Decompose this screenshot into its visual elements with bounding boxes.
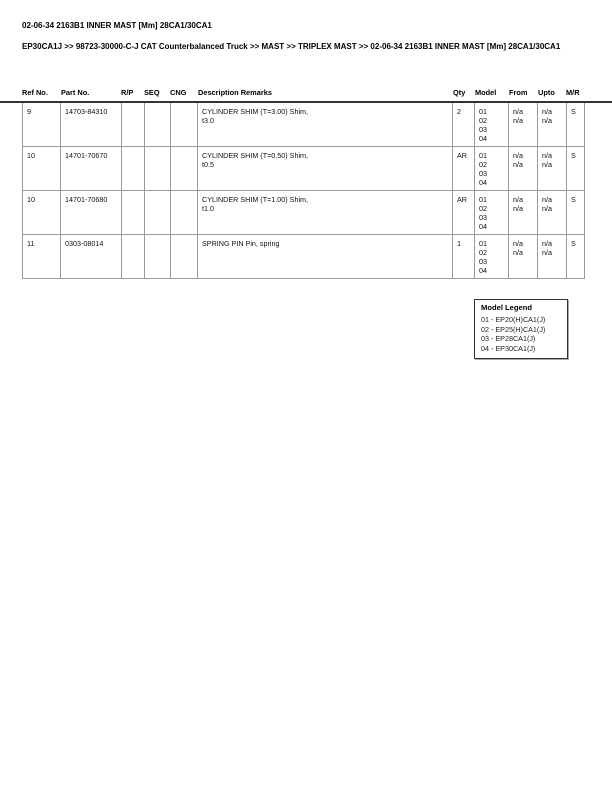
part-no: 14701-70670 bbox=[65, 151, 108, 160]
model-code: 01 bbox=[479, 151, 487, 160]
part-no: 14703-84310 bbox=[65, 107, 108, 116]
table-row bbox=[23, 235, 585, 279]
cell-qty bbox=[453, 103, 475, 147]
parts-table bbox=[22, 103, 585, 279]
mr-value: S bbox=[571, 239, 576, 248]
upto-value: n/a bbox=[542, 195, 552, 204]
header-upto: Upto bbox=[538, 88, 555, 97]
cell-qty bbox=[453, 147, 475, 191]
cell-upto bbox=[538, 191, 567, 235]
cell-qty bbox=[453, 235, 475, 279]
mr-value: S bbox=[571, 151, 576, 160]
cell-ref bbox=[23, 191, 61, 235]
mr-value: S bbox=[571, 195, 576, 204]
legend-item: 01 - EP20(H)CA1(J) bbox=[481, 315, 546, 324]
from-value: n/a bbox=[513, 195, 523, 204]
cell-upto bbox=[538, 103, 567, 147]
header-mr: M/R bbox=[566, 88, 580, 97]
description: CYLINDER SHIM (T=0.50) Shim, bbox=[202, 151, 309, 160]
cell-cng bbox=[171, 103, 198, 147]
cell-from bbox=[509, 191, 538, 235]
upto-value: n/a bbox=[542, 151, 552, 160]
model-code: 02 bbox=[479, 160, 487, 169]
cell-model bbox=[475, 235, 509, 279]
description-remark: t3.0 bbox=[202, 116, 214, 125]
from-value: n/a bbox=[513, 151, 523, 160]
table-row bbox=[23, 147, 585, 191]
model-code: 01 bbox=[479, 195, 487, 204]
ref-no: 9 bbox=[27, 107, 31, 116]
header-seq: SEQ bbox=[144, 88, 160, 97]
ref-no: 11 bbox=[27, 239, 35, 248]
cell-mr bbox=[567, 235, 585, 279]
part-no: 0303-08014 bbox=[65, 239, 104, 248]
model-code: 04 bbox=[479, 266, 487, 275]
model-code: 01 bbox=[479, 107, 487, 116]
cell-rp bbox=[122, 191, 145, 235]
upto-value: n/a bbox=[542, 239, 552, 248]
model-code: 01 bbox=[479, 239, 487, 248]
model-code: 03 bbox=[479, 169, 487, 178]
cell-ref bbox=[23, 235, 61, 279]
cell-mr bbox=[567, 103, 585, 147]
model-code: 02 bbox=[479, 248, 487, 257]
header-cng: CNG bbox=[170, 88, 187, 97]
ref-no: 10 bbox=[27, 151, 35, 160]
upto-value: n/a bbox=[542, 107, 552, 116]
header-desc: Description Remarks bbox=[198, 88, 272, 97]
mr-value: S bbox=[571, 107, 576, 116]
table-row bbox=[23, 103, 585, 147]
qty-value: 2 bbox=[457, 107, 461, 116]
model-code: 04 bbox=[479, 222, 487, 231]
cell-part bbox=[61, 103, 122, 147]
cell-part bbox=[61, 147, 122, 191]
cell-mr bbox=[567, 191, 585, 235]
page-title: 02-06-34 2163B1 INNER MAST [Mm] 28CA1/30CA1 bbox=[22, 21, 212, 30]
cell-cng bbox=[171, 191, 198, 235]
cell-from bbox=[509, 147, 538, 191]
from-value: n/a bbox=[513, 204, 523, 213]
model-code: 04 bbox=[479, 134, 487, 143]
cell-from bbox=[509, 235, 538, 279]
cell-cng bbox=[171, 235, 198, 279]
cell-desc bbox=[198, 103, 453, 147]
from-value: n/a bbox=[513, 239, 523, 248]
upto-value: n/a bbox=[542, 204, 552, 213]
model-code: 03 bbox=[479, 213, 487, 222]
cell-model bbox=[475, 191, 509, 235]
cell-rp bbox=[122, 235, 145, 279]
description: CYLINDER SHIM (T=1.00) Shim, bbox=[202, 195, 309, 204]
breadcrumb: EP30CA1J >> 98723-30000-C-J CAT Counterbalanced Truck >> MAST >> TRIPLEX MAST >> 02-06-34 2163B1 INNER MAST [Mm] 28CA1/30CA1 bbox=[22, 42, 561, 51]
model-code: 03 bbox=[479, 257, 487, 266]
cell-cng bbox=[171, 147, 198, 191]
ref-no: 10 bbox=[27, 195, 35, 204]
cell-seq bbox=[145, 147, 171, 191]
header-qty: Qty bbox=[453, 88, 466, 97]
cell-seq bbox=[145, 103, 171, 147]
cell-rp bbox=[122, 103, 145, 147]
legend-item: 03 - EP28CA1(J) bbox=[481, 334, 536, 344]
description-remark: t0.5 bbox=[202, 160, 214, 169]
cell-upto bbox=[538, 147, 567, 191]
cell-desc bbox=[198, 235, 453, 279]
cell-seq bbox=[145, 191, 171, 235]
description: SPRING PIN Pin, spring bbox=[202, 239, 280, 248]
model-code: 02 bbox=[479, 204, 487, 213]
cell-upto bbox=[538, 235, 567, 279]
from-value: n/a bbox=[513, 160, 523, 169]
cell-model bbox=[475, 147, 509, 191]
legend-item: 02 - EP25(H)CA1(J) bbox=[481, 324, 546, 334]
model-legend bbox=[474, 299, 568, 359]
part-no: 14701-70680 bbox=[65, 195, 108, 204]
upto-value: n/a bbox=[542, 248, 552, 257]
from-value: n/a bbox=[513, 107, 523, 116]
cell-qty bbox=[453, 191, 475, 235]
description: CYLINDER SHIM (T=3.00) Shim, bbox=[202, 107, 309, 116]
header-model: Model bbox=[475, 88, 497, 97]
table-row bbox=[23, 191, 585, 235]
legend-item: 04 - EP30CA1(J) bbox=[481, 343, 536, 353]
cell-seq bbox=[145, 235, 171, 279]
model-code: 02 bbox=[479, 116, 487, 125]
upto-value: n/a bbox=[542, 116, 552, 125]
cell-desc bbox=[198, 147, 453, 191]
cell-model bbox=[475, 103, 509, 147]
cell-mr bbox=[567, 147, 585, 191]
cell-ref bbox=[23, 103, 61, 147]
qty-value: AR bbox=[457, 151, 467, 160]
cell-ref bbox=[23, 147, 61, 191]
header-from: From bbox=[509, 88, 528, 97]
header-rp: R/P bbox=[121, 88, 134, 97]
model-code: 04 bbox=[479, 178, 487, 187]
legend-title: Model Legend bbox=[481, 303, 533, 312]
model-code: 03 bbox=[479, 125, 487, 134]
cell-rp bbox=[122, 147, 145, 191]
cell-part bbox=[61, 191, 122, 235]
header-part: Part No. bbox=[61, 88, 90, 97]
header-ref: Ref No. bbox=[22, 88, 48, 97]
qty-value: AR bbox=[457, 195, 467, 204]
from-value: n/a bbox=[513, 116, 523, 125]
cell-desc bbox=[198, 191, 453, 235]
qty-value: 1 bbox=[457, 239, 461, 248]
upto-value: n/a bbox=[542, 160, 552, 169]
from-value: n/a bbox=[513, 248, 523, 257]
description-remark: t1.0 bbox=[202, 204, 214, 213]
cell-part bbox=[61, 235, 122, 279]
cell-from bbox=[509, 103, 538, 147]
